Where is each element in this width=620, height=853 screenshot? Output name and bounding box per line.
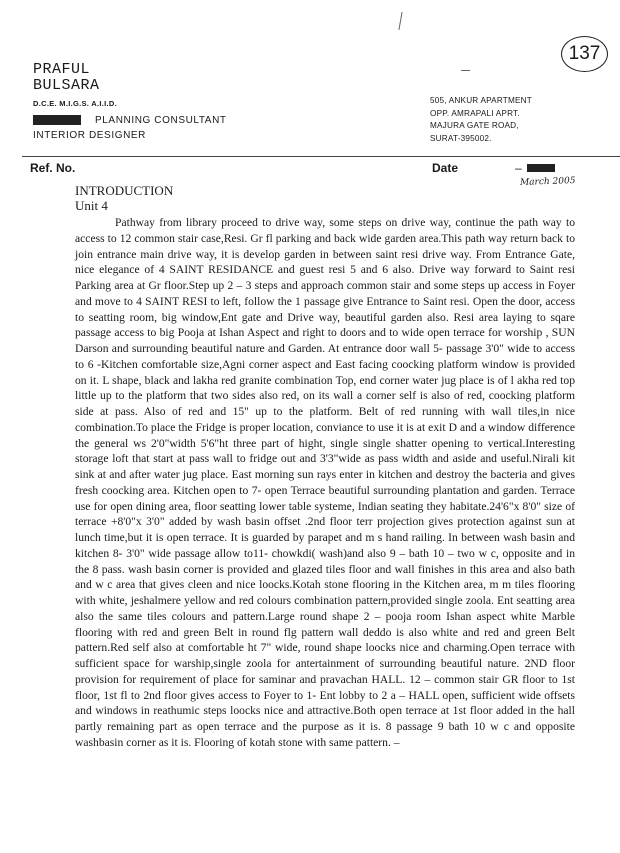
- name-first: PRAFUL: [33, 61, 91, 78]
- name-last: BULSARA: [33, 77, 100, 94]
- pen-mark: [461, 70, 470, 71]
- role-interior: INTERIOR DESIGNER: [33, 130, 146, 141]
- credentials: D.C.E. M.I.G.S. A.I.I.D.: [33, 99, 118, 108]
- date-dash: –: [515, 161, 522, 175]
- address-line: 505, ANKUR APARTMENT: [430, 96, 532, 105]
- handwritten-date: March 2005: [519, 176, 576, 188]
- date-label: Date: [432, 161, 459, 175]
- role-planning: PLANNING CONSULTANT: [95, 115, 227, 126]
- body-paragraph: Pathway from library proceed to drive way, some steps on drive way, continue the path way to access to 12 common stair case,Resi. Gr fl parking and back wide garden area.This path way return back to join entrance main drive way, it is develop garden in between saint resi drive way. From Entrance Gate, nice elegance of 4 SAINT RESIDANCE and guest resi 5 and 6 also. Drive way forward to Saint resi Parking area at Gr floor.Step up 2 – 3 steps and approach common stair and some steps up access in Foyer and move to 4 SAINT RESI to left, follow the 1 passage give Entrance to Saint resi. Open the door, access to seatting room, big window,Ent gate and Drive way, beautiful garden also. Resi area laying to sqare passage access to big Pooja at Ishan Aspect and right to doors and to wide open terrace for worship , SUN Darson and surrounding beautiful nature and Garden. At entrance door wall 5- passage 3'0" wide to access to 6 -Kitchen comfortable size,Agni corner aspect and East facing coocking platform window is provided on it. L shape, black and lakha red granite combination Top, end corner water jug place is of l akha red top little up to the platform that two sides also red, on its wall a corner self is also of red, coocking platform side at pass. Also of red and 15" up to the platform. Belt of red running with wall tiles,in nice combination.To place the Fridge is proper location, conviance to use it is at exit D and a window difference the general ws 2'0"width 5'6"ht three part of hight, single single shatter opening to vertical.Interesting storage loft that start at pass wall to fridge out and 3'3"wide as pass width and aside and useful.Nirali kit sink at and after water jug place. East morning sun rays enter in kitchen and destroy the bacteria and gives fresh coocking area. Kitchen open to 7- open Terrace beautiful surrounding plantation and garden. Terrace use for open dining area, floor seatting lower table systeme, Indian seating they habitate.24'6"x 8'0" size of terrace +8'0"x 3'0" added by wash basin offset .2nd floor terr projection gives protection against sun at lunch time,but it is open terrace. It is guarded by parapet and m s hand railing. In between wash basin and kitchen 8- 3'0" wide passage allow to11- chowkdi( wash)and also 9 – bath 10 – two w c, opposite and in the 8 pass. wash basin corner is provided and glazed tiles floor and wall finishes in this area and also bath and w c area that gives cleen and nice loocks.Kotah stone flooring in the Kitchen area, m m tiles flooring with white, jeshalmere yellow and red colours combination pattern,provided single zoola. Ent seatting area also the same tiles colours and pattern.Large round shape 2 – pooja room Ishan aspect white Marble flooring with red and green Belt in round flg pattern wall deddo is also white and red and green Belt pattern.Red self also at comfortable ht 7" wide, round shape loocks nice and charming.Open terrace with sufficient space for warship,single zoola for antertainment of surrounding beautiful nature. 2ND floor provision for requirement of place for saminar and pravachan HALL. 12 – common stair GR floor to 1st floor, 1st fl to 2nd floor gives access to Foyer to 1- Ent lobby to 2 a – HALL open, sufficient wide offsets and windows in reathumic steps loocks nice and attractive.Both open terrace at 1st floor added in the hall partly remaining part as open terrace and the purpose as it is. 8 passage 9 bath 10 w c and opposite washbasin corner as it is. Flooring of kotah stone with same pattern. –: [75, 216, 575, 749]
- address-line: MAJURA GATE ROAD,: [430, 121, 519, 131]
- pen-mark: [398, 12, 402, 30]
- redaction-bar: [33, 115, 81, 125]
- address-line: OPP. AMRAPALI APRT.: [430, 108, 520, 118]
- page-number-circle: 137: [561, 36, 608, 72]
- date-redaction: [527, 164, 555, 172]
- address-line: SURAT-395002.: [430, 133, 492, 143]
- section-heading: INTRODUCTION: [75, 183, 174, 198]
- letterhead-name: [33, 62, 100, 94]
- unit-label: Unit 4: [75, 198, 108, 213]
- ref-label: Ref. No.: [30, 161, 76, 175]
- header-divider: [22, 156, 620, 157]
- address-block: [430, 95, 532, 145]
